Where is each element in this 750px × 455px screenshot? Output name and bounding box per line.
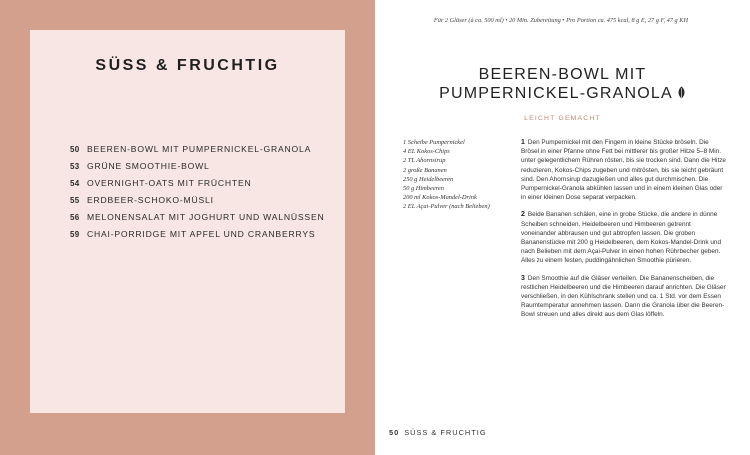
step-number: 2 — [521, 211, 525, 219]
toc-page-number: 59 — [70, 230, 80, 239]
recipe-title-line-1: BEEREN-BOWL MIT — [478, 66, 647, 83]
toc-title: BEEREN-BOWL MIT PUMPERNICKEL-GRANOLA — [87, 144, 312, 154]
ingredient-item: 250 g Heidelbeeren — [403, 175, 454, 183]
ingredient-item: 2 große Bananen — [403, 166, 447, 174]
recipe-title-line-2: PUMPERNICKEL-GRANOLA — [439, 85, 673, 102]
toc-title: OVERNIGHT-OATS MIT FRÜCHTEN — [87, 178, 252, 188]
difficulty-label: LEICHT GEMACHT — [524, 115, 601, 122]
recipe-title-line-2-wrap — [375, 84, 750, 104]
instructions — [521, 138, 727, 328]
step-number: 1 — [521, 139, 525, 146]
footer-page-number: 50 — [389, 428, 400, 437]
ingredient-item: 2 EL Açai-Pulver (nach Belieben) — [403, 203, 490, 211]
ingredient-item: 50 g Himbeeren — [403, 184, 444, 192]
recipe-title — [375, 65, 750, 104]
toc-item[interactable] — [70, 141, 324, 158]
step-text: Den Pumpernickel mit den Fingern in kleine Stücke bröseln. Die Brösel in einer Pfanne ohne Fett bei mittlerer bis großer Hitze 5–8 Min. unter gelegentlichem Rühren rösten, bis sie trocken sind. Dann die Hitze reduzieren, Kokos-Chips zugeben und mitrösten, bis sie leicht gebräunt sind. Den Ahornsirup dazugießen und alles gut durchmischen. Die Pumpernickel-Granola abkühlen lassen und in einem kleinen Glas oder in einer kleinen Dose separat verpacken. — [521, 139, 726, 202]
leaf-icon — [677, 85, 686, 104]
toc-page-number: 54 — [70, 179, 80, 188]
ingredient-item: 4 EL Kokos-Chips — [403, 148, 450, 156]
toc-item[interactable] — [70, 226, 324, 243]
toc-item[interactable] — [70, 175, 324, 192]
step-number: 3 — [521, 274, 525, 282]
step-text: Beide Bananen schälen, eine in grobe Stücke, die andere in dünne Scheiben schneiden. Heidelbeeren und Himbeeren getrennt voneinander abbrausen und gut abtropfen lassen. Die groben Bananenstücke mit 200 g Heidelbeeren, dem Kokos-Mandel-Drink und nach Belieben mit dem Açai-Pulver in einen hohen Rührbecher geben. Alles zu einem festen, puddingähnlichen Smoothie pürieren. — [521, 211, 721, 265]
footer-section: SÜSS & FRUCHTIG — [404, 428, 487, 437]
toc-item[interactable] — [70, 209, 324, 226]
step-text: Den Smoothie auf die Gläser verteilen. Die Bananenscheiben, die restlichen Heidelbeeren und die Himbeeren darauf anrichten. Die Gläser verschließen, in den Kühlschrank stellen und ca. 1 Std. vor dem Essen Raumtemperatur annehmen lassen. Dann die Granola über die Beeren-Bowl streuen und alles direkt aus dem Glas löffeln. — [521, 274, 726, 319]
toc-page-number: 53 — [70, 162, 80, 171]
instruction-step — [521, 138, 727, 202]
instruction-step — [521, 274, 727, 320]
contents-card — [30, 30, 345, 413]
toc-title: MELONENSALAT MIT JOGHURT UND WALNÜSSEN — [87, 212, 325, 222]
ingredient-item: 200 ml Kokos-Mandel-Drink — [403, 194, 477, 202]
toc-item[interactable] — [70, 192, 324, 209]
ingredient-item: 2 TL Ahornsirup — [403, 157, 446, 165]
toc-page-number: 55 — [70, 196, 80, 205]
instruction-step — [521, 210, 727, 265]
toc-page-number: 50 — [70, 145, 80, 154]
section-title: SÜSS & FRUCHTIG — [95, 57, 280, 74]
ingredients-list — [403, 138, 490, 212]
toc-page-number: 56 — [70, 213, 80, 222]
toc-item[interactable] — [70, 158, 324, 175]
ingredient-item: 1 Scheibe Pumpernickel — [403, 139, 465, 146]
toc-title: ERDBEER-SCHOKO-MÜSLI — [87, 195, 214, 205]
toc-title: CHAI-PORRIDGE MIT APFEL UND CRANBERRYS — [87, 229, 316, 239]
table-of-contents — [70, 141, 324, 243]
page-footer — [389, 428, 487, 437]
toc-title: GRÜNE SMOOTHIE-BOWL — [87, 161, 210, 171]
right-page — [375, 0, 750, 455]
recipe-meta: Für 2 Gläser (à ca. 500 ml) • 20 Min. Zubereitung • Pro Portion ca. 475 kcal, 8 g E, 27 g F, 47 g KH — [433, 17, 688, 24]
